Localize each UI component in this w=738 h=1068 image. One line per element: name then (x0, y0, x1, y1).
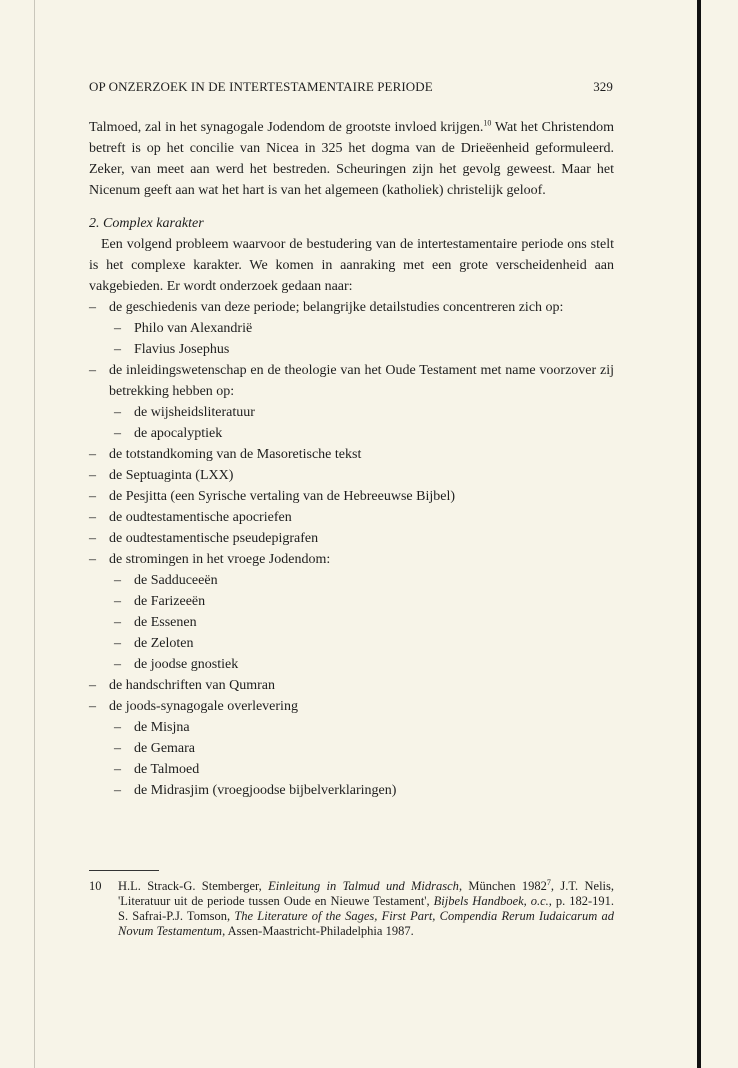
list-item: – de oudtestamentische pseudepigrafen (89, 528, 614, 549)
sub-list-item: – de Sadduceeën (114, 570, 614, 591)
sub-list-item: – Flavius Josephus (114, 339, 614, 360)
footnote (89, 879, 614, 939)
sub-list-item: – de Zeloten (114, 633, 614, 654)
list-item: – de Pesjitta (een Syrische vertaling van de Hebreeuwse Bijbel) (89, 486, 614, 507)
scan-right-border (697, 0, 701, 1068)
sub-list (114, 402, 614, 444)
sub-list (114, 570, 614, 675)
sub-list-item: – de apocalyptiek (114, 423, 614, 444)
page-number: 329 (593, 79, 613, 94)
sub-list-item: – Philo van Alexandrië (114, 318, 614, 339)
list-item: – de inleidingswetenschap en de theologie van het Oude Testament met name voorzover zij betrekking hebben op: – de wijsheidsliteratuur – de apocalyptiek (89, 360, 614, 444)
section-intro: Een volgend probleem waarvoor de bestudering van de intertestamentaire periode ons stelt is het complexe karakter. We komen in aanraking met een grote verscheidenheid aan vakgebieden. Er wordt onderzoek gedaan naar: (89, 237, 614, 294)
footnote-rule (89, 870, 159, 871)
list-item: – de Septuaginta (LXX) (89, 465, 614, 486)
footnote-text: H.L. Strack-G. Stemberger, Einleitung in Talmud und Midrasch, München 1982$^7$, J.T. Nelis, 'Literatuur uit de periode tussen Oude en Nieuwe Testament', Bijbels Handboek, o.c., p. 182-191. S. Safrai-P.J. Tomson, The Literature of the Sages, First Part, Compendia Rerum Iudaicarum ad Novum Testamentum, Assen-Maastricht-Philadelphia 1987. (118, 877, 615, 938)
running-header (89, 79, 613, 95)
list-item: – de totstandkoming van de Masoretische tekst (89, 444, 614, 465)
sub-list-item: – de wijsheidsliteratuur (114, 402, 614, 423)
section-heading: 2. Complex karakter (89, 216, 204, 231)
list-item: – de joods-synagogale overlevering – de Misjna – de Gemara – de Talmoed – de Midrasjim (vroegjoodse bijbelverklaringen) (89, 696, 614, 801)
sub-list-item: – de Essenen (114, 612, 614, 633)
sub-list-item: – de Talmoed (114, 759, 614, 780)
list-item: – de handschriften van Qumran (89, 675, 614, 696)
sub-list-item: – de Misjna (114, 717, 614, 738)
sub-list (114, 717, 614, 801)
list-item: – de oudtestamentische apocriefen (89, 507, 614, 528)
sub-list-item: – de Midrasjim (vroegjoodse bijbelverklaringen) (114, 780, 614, 801)
list-item: – de stromingen in het vroege Jodendom: – de Sadduceeën – de Farizeeën – de Essenen – de Zeloten – de joodse gnostiek (89, 549, 614, 675)
page-left-edge (34, 0, 35, 1068)
list-item: – de geschiedenis van deze periode; belangrijke detailstudies concentreren zich op: – Philo van Alexandrië – Flavius Josephus (89, 297, 614, 360)
sub-list (114, 318, 614, 360)
topic-list (89, 297, 614, 801)
footnote-number: 10 (89, 879, 102, 893)
sub-list-item: – de Gemara (114, 738, 614, 759)
sub-list-item: – de joodse gnostiek (114, 654, 614, 675)
sub-list-item: – de Farizeeën (114, 591, 614, 612)
main-text (89, 117, 614, 801)
footnote-ref[interactable]: 10 (483, 118, 492, 128)
paragraph-continuation: Talmoed, zal in het synagogale Jodendom de grootste invloed krijgen.$^{10}$ Wat het Christendom betreft is op het concilie van Nicea in 325 het dogma van de Drieëenheid geformuleerd. Zeker, van meet aan werd het bestreden. Scheuringen zijn het gevolg geweest. Maar het Nicenum geeft aan wat het hart is van het algemeen (katholiek) christelijk geloof. (89, 118, 614, 198)
running-title: OP ONZERZOEK IN DE INTERTESTAMENTAIRE PERIODE (89, 79, 433, 94)
